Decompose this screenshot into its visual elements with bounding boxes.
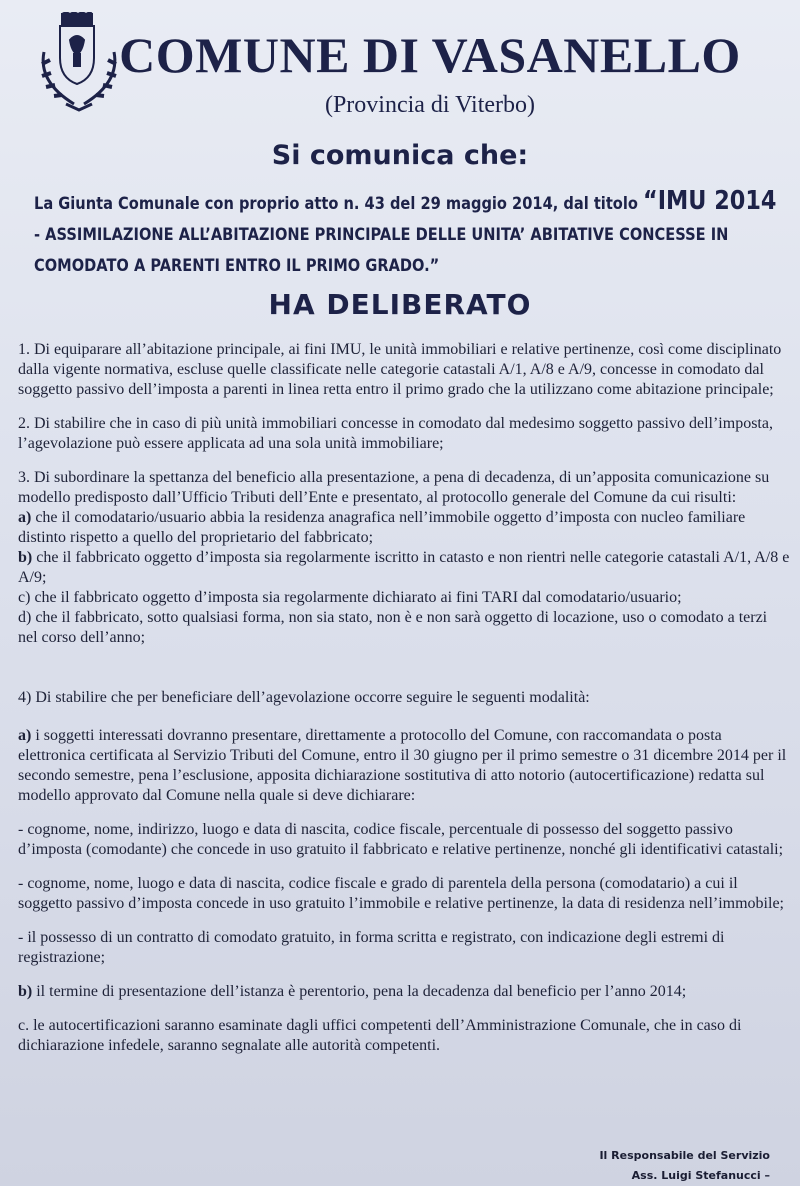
- point-3b: [18, 548, 790, 588]
- point-4a: [18, 726, 790, 806]
- point-3b-text: che il fabbricato oggetto d’imposta sia regolarmente iscritto in catasto e non rientri nelle categorie catastali A/1, A/8 e A/9;: [18, 549, 790, 586]
- point-3: 3. Di subordinare la spettanza del beneficio alla presentazione, a pena di decadenza, di un’apposita comunicazione su modello predisposto dall’Ufficio Tributi dell’Ente e presentato, al protocollo generale del Comune da cui risulti:: [18, 469, 770, 506]
- declaration-2: - cognome, nome, luogo e data di nascita, codice fiscale e grado di parentela della persona (comodatario) a cui il soggetto passivo d’imposta concede in uso gratuito l’immobile e relative pertinenze, la data di residenza nell’immobile;: [18, 875, 784, 912]
- point-3c-text: che il fabbricato oggetto d’imposta sia regolarmente dichiarato ai fini TARI dal comodatario/usuario;: [30, 589, 682, 606]
- signature-block: [599, 1146, 770, 1186]
- page-subtitle: (Provincia di Viterbo): [324, 92, 536, 118]
- point-3b-label: b): [18, 549, 33, 566]
- point-4a-label: a): [18, 727, 32, 744]
- point-1: 1. Di equiparare all’abitazione principale, ai fini IMU, le unità immobiliari e relative pertinenze, così come disciplinato dalla vigente normativa, escluse quelle classificate nelle categorie catastali A/1, A/8 e A/9, concesse in comodato dal soggetto passivo dell’imposta a parenti in linea retta entro il primo grado che la utilizzano come abitazione principale;: [18, 341, 782, 398]
- giunta-quote-big: “IMU 2014: [643, 186, 777, 216]
- point-3d-label: d): [18, 609, 32, 626]
- point-4b-label: b): [18, 983, 33, 1000]
- point-3d: [18, 608, 790, 648]
- point-3c-label: c): [18, 589, 31, 606]
- point-4b: [18, 982, 790, 1002]
- notice-body: [18, 340, 790, 1056]
- point-3a: [18, 508, 790, 548]
- point-4b-text: il termine di presentazione dell’istanza è perentorio, pena la decadenza dal beneficio per l’anno 2014;: [32, 983, 687, 1000]
- giunta-text: La Giunta Comunale con proprio atto n. 43 del 29 maggio 2014, dal titolo: [34, 194, 638, 214]
- signature-name: Ass. Luigi Stefanucci –: [631, 1169, 770, 1182]
- point-3d-text: che il fabbricato, sotto qualsiasi forma, non sia stato, non è e non sarà oggetto di locazione, uso o comodato a terzi nel corso dell’anno;: [18, 609, 768, 646]
- point-4a-text: i soggetti interessati dovranno presentare, direttamente a protocollo del Comune, con raccomandata o posta elettronica certificata al Servizio Tributi del Comune, entro il 30 giugno per il primo semestre o 31 dicembre 2014 per il secondo semestre, pena l’esclusione, apposita dichiarazione sostitutiva di atto notorio (autocertificazione) redatta sul modello approvato dal Comune nella quale si deve dichiarare:: [18, 727, 787, 804]
- deliberato-heading: HA DELIBERATO: [268, 288, 532, 321]
- point-3a-text: che il comodatario/usuario abbia la residenza anagrafica nell’immobile oggetto d’imposta con nucleo familiare distinto rispetto a quello del proprietario del fabbricato;: [18, 509, 746, 546]
- declaration-1: - cognome, nome, indirizzo, luogo e data di nascita, codice fiscale, percentuale di possesso del soggetto passivo d’imposta (comodante) che concede in uso gratuito il fabbricato e relative pertinenze, nonché gli identificativi catastali;: [18, 821, 784, 858]
- point-3c: [18, 588, 790, 608]
- giunta-statement: [34, 186, 780, 282]
- intro-heading: Si comunica che:: [271, 140, 529, 171]
- point-4c: c. le autocertificazioni saranno esaminate dagli uffici competenti dell’Amministrazione Comunale, che in caso di dichiarazione infedele, saranno segnalate alle autorità competenti.: [18, 1017, 742, 1054]
- declaration-3: - il possesso di un contratto di comodato gratuito, in forma scritta e registrato, con indicazione degli estremi di registrazione;: [18, 929, 725, 966]
- point-3a-label: a): [18, 509, 32, 526]
- signature-role: Il Responsabile del Servizio: [599, 1149, 770, 1162]
- giunta-quote-rest: - ASSIMILAZIONE ALL’ABITAZIONE PRINCIPALE DELLE UNITA’ ABITATIVE CONCESSE IN COMODATO A PARENTI ENTRO IL PRIMO GRADO.”: [34, 225, 729, 276]
- point-4: 4) Di stabilire che per beneficiare dell’agevolazione occorre seguire le seguenti modalità:: [18, 689, 590, 706]
- point-2: 2. Di stabilire che in caso di più unità immobiliari concesse in comodato dal medesimo soggetto passivo dell’imposta, l’agevolazione può essere applicata ad una sola unità immobiliare;: [18, 415, 773, 452]
- page-title: COMUNE DI VASANELLO: [119, 27, 741, 83]
